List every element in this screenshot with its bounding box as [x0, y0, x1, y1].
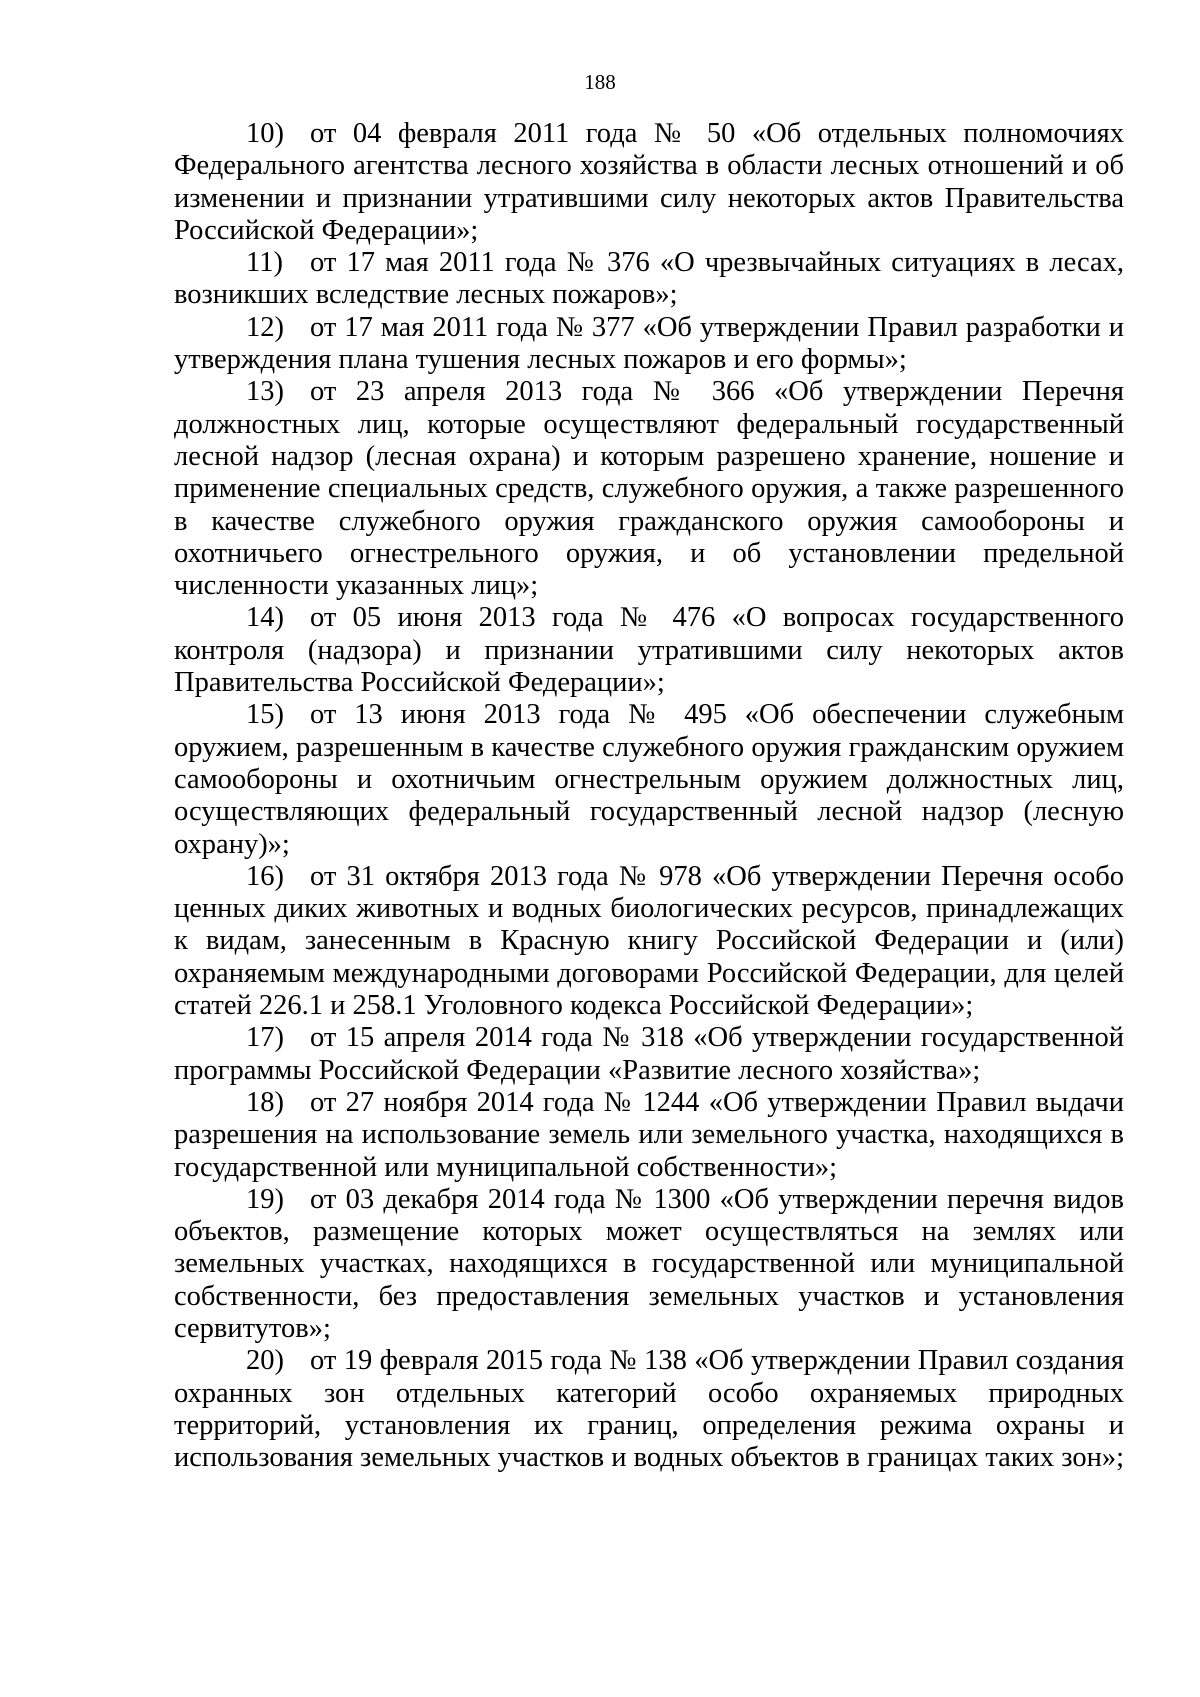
list-item — [174, 118, 1124, 247]
list-item — [174, 376, 1124, 602]
page-number: 188 — [584, 70, 616, 94]
regulation-list — [174, 118, 1124, 1474]
list-item — [174, 1087, 1124, 1184]
item-text: от 15 апреля 2014 года № 318 «Об утверждении государственной программы Российской Федерации «Развитие лесного хозяйства»; — [174, 1022, 1124, 1086]
list-item — [174, 312, 1124, 377]
item-text: от 04 февраля 2011 года № 50 «Об отдельных полномочиях Федерального агентства лесного хозяйства в области лесных отношений и об изменении и признании утратившими силу некоторых актов Правительства Российской Федерации»; — [174, 118, 1124, 246]
item-text: от 17 мая 2011 года № 376 «О чрезвычайных ситуациях в лесах, возникших вследствие лесных пожаров»; — [174, 247, 1124, 311]
item-text: от 17 мая 2011 года № 377 «Об утверждении Правил разработки и утверждения плана тушения лесных пожаров и его формы»; — [174, 311, 1124, 376]
item-text: от 19 февраля 2015 года № 138 «Об утверждении Правил создания охранных зон отдельных категорий особо охраняемых природных территорий, установления их границ, определения режима охраны и использования земельных участков и водных объектов в границах таких зон»; — [174, 1345, 1125, 1474]
item-number: 10) — [246, 118, 284, 149]
item-text: от 23 апреля 2013 года № 366 «Об утверждении Перечня должностных лиц, которые осуществляют федеральный государственный лесной надзор (лесная охрана) и которым разрешено хранение, ношение и применение специальных средств, служебного оружия, а также разрешенного в качестве служебного оружия гражданского оружия самообороны и охотничьего огнестрельного оружия, и об установлении предельной численности указанных лиц»; — [174, 376, 1124, 602]
item-number: 20) — [246, 1345, 284, 1377]
list-item — [174, 861, 1124, 1022]
item-text: от 27 ноября 2014 года № 1244 «Об утверждении Правил выдачи разрешения на использование земель или земельного участка, находящихся в государственной или муниципальной собственности»; — [174, 1086, 1124, 1183]
list-item — [174, 1345, 1124, 1474]
item-text: от 03 декабря 2014 года № 1300 «Об утверждении перечня видов объектов, размещение которых может осуществляться на землях или земельных участках, находящихся в государственной или муниципальной собственности, без предоставления земельных участков и установления сервитутов»; — [174, 1183, 1124, 1344]
item-text: от 13 июня 2013 года № 495 «Об обеспечении служебным оружием, разрешенным в качестве служебного оружия гражданским оружием самообороны и охотничьим огнестрельным оружием должностных лиц, осуществляющих федеральный государственный лесной надзор (лесную охрану)»; — [174, 699, 1124, 860]
item-number: 16) — [246, 860, 284, 892]
item-number: 12) — [246, 311, 284, 343]
item-number: 13) — [246, 376, 284, 408]
item-number: 17) — [246, 1022, 284, 1054]
list-item — [174, 247, 1124, 312]
item-text: от 31 октября 2013 года № 978 «Об утверждении Перечня особо ценных диких животных и водных биологических ресурсов, принадлежащих к видам, занесенным в Красную книгу Российской Федерации и (или) охраняемым международными договорами Российской Федерации, для целей статей 226.1 и 258.1 Уголовного кодекса Российской Федерации»; — [174, 860, 1124, 1022]
list-item — [174, 1184, 1124, 1345]
list-item — [174, 602, 1124, 699]
item-text: от 05 июня 2013 года № 476 «О вопросах государственного контроля (надзора) и признании утратившими силу некоторых актов Правительства Российской Федерации»; — [174, 602, 1124, 699]
item-number: 14) — [246, 602, 284, 634]
list-item — [174, 699, 1124, 860]
item-number: 18) — [246, 1086, 284, 1118]
list-item — [174, 1022, 1124, 1087]
item-number: 19) — [246, 1183, 284, 1215]
item-number: 15) — [246, 699, 284, 731]
item-number: 11) — [246, 247, 283, 279]
